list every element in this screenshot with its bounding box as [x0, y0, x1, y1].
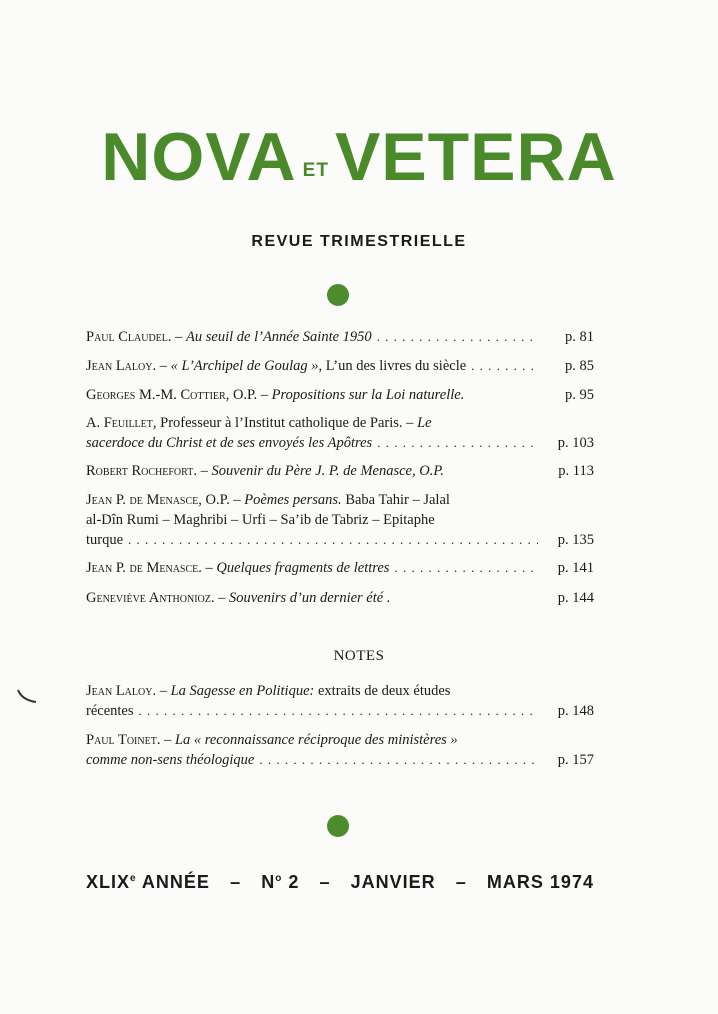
- toc-title: sacerdoce du Christ et de ses envoyés les Apôtres: [86, 435, 373, 451]
- toc-title: La Sagesse en Politique:: [170, 683, 315, 699]
- toc-author: Georges M.-M. Cottier,: [86, 387, 230, 403]
- toc-title: Poèmes persans.: [244, 492, 342, 508]
- toc-author: A. Feuillet,: [86, 415, 157, 431]
- toc-entry: Robert Rochefort. – Souvenir du Père J. P. de Menasce, O.P. p. 113: [86, 463, 594, 479]
- ornament-dot-top: [327, 284, 349, 306]
- toc-page: p. 95: [565, 387, 594, 403]
- toc-author: Robert Rochefort.: [86, 463, 197, 479]
- dot-leader: [471, 356, 538, 376]
- toc-entry: Jean P. de Menasce. – Quelques fragments de lettres . . . p. 141: [86, 558, 594, 578]
- toc-author: Paul Claudel.: [86, 329, 172, 345]
- toc-page: p. 135: [557, 532, 594, 548]
- toc-entry: Geneviève Anthonioz. – Souvenirs d’un dernier été . p. 144: [86, 590, 594, 606]
- toc-title: « L’Archipel de Goulag »: [170, 358, 319, 374]
- toc-page: p. 148: [557, 703, 594, 719]
- dot-leader: [139, 701, 539, 721]
- toc-author: Jean Laloy.: [86, 683, 157, 699]
- issue-volume: XLIXe ANNÉE: [86, 872, 210, 892]
- toc-title: Souvenir du Père J. P. de Menasce, O.P.: [211, 463, 444, 479]
- notes-entry: Jean Laloy. – La Sagesse en Politique: extraits de deux études récentes . . . p. 148: [86, 681, 594, 721]
- dot-leader: [128, 530, 538, 550]
- toc-title: Quelques fragments de lettres: [216, 560, 390, 576]
- title-vetera: VETERA: [334, 119, 617, 195]
- toc-author: Geneviève Anthonioz.: [86, 590, 215, 606]
- dot-leader: [377, 327, 538, 347]
- notes-heading: NOTES: [333, 648, 385, 664]
- title-et: ET: [302, 160, 329, 181]
- issue-info: XLIXe ANNÉE – $N^o$ 2 – JANVIER – MARS 1974: [86, 872, 594, 892]
- dot-leader: [377, 433, 538, 453]
- toc-author: Paul Toinet.: [86, 732, 161, 748]
- issue-date-end: MARS 1974: [486, 872, 594, 892]
- toc-page: p. 141: [557, 560, 594, 576]
- title-nova: NOVA: [101, 119, 297, 195]
- pen-mark: [16, 688, 40, 706]
- toc-page: p. 103: [557, 435, 594, 451]
- toc-title: Souvenirs d’un dernier été .: [228, 590, 391, 606]
- ornament-dot-bottom: [327, 815, 349, 837]
- toc-title: Propositions sur la Loi naturelle.: [271, 387, 465, 403]
- journal-subtitle: REVUE TRIMESTRIELLE: [251, 233, 467, 250]
- journal-title: [0, 118, 718, 196]
- toc-entry: Paul Claudel. – Au seuil de l’Année Sainte 1950 . . . p. 81: [86, 327, 594, 347]
- toc-entry: A. Feuillet, Professeur à l’Institut catholique de Paris. – Le sacerdoce du Christ et de ses envoyés les Apôtres . . . p. 103: [86, 413, 594, 453]
- dot-leader: [394, 558, 538, 578]
- issue-month-start: JANVIER: [350, 872, 436, 892]
- issue-number: $N^o$ 2: [261, 872, 300, 892]
- toc-author: Jean P. de Menasce.: [86, 560, 202, 576]
- toc-page: p. 113: [558, 463, 594, 479]
- notes-entry: Paul Toinet. – La « reconnaissance réciproque des ministères » comme non-sens théologique . . . p. 157: [86, 730, 594, 770]
- toc-author: Jean P. de Menasce,: [86, 492, 202, 508]
- toc-page: p. 144: [557, 590, 594, 606]
- toc-title: La « reconnaissance réciproque des ministères »: [174, 732, 458, 748]
- toc-page: p. 81: [565, 329, 594, 345]
- toc-entry: Jean P. de Menasce, O.P. – Poèmes persans. Baba Tahir – Jalal al-Dîn Rumi – Maghribi – Urfi – Sa’ib de Tabriz – Epitaphe turque . . . p. 135: [86, 490, 594, 550]
- toc-title: Au seuil de l’Année Sainte 1950: [186, 329, 372, 345]
- toc-page: p. 85: [565, 358, 594, 374]
- toc-author: Jean Laloy.: [86, 358, 157, 374]
- dot-leader: [259, 750, 538, 770]
- toc-title-extra: , L’un des livres du siècle: [318, 358, 467, 374]
- toc-entry: Jean Laloy. – « L’Archipel de Goulag », L’un des livres du siècle . . . p. 85: [86, 356, 594, 376]
- toc-page: p. 157: [557, 752, 594, 768]
- toc-entry: Georges M.-M. Cottier, O.P. – Propositions sur la Loi naturelle. p. 95: [86, 387, 594, 403]
